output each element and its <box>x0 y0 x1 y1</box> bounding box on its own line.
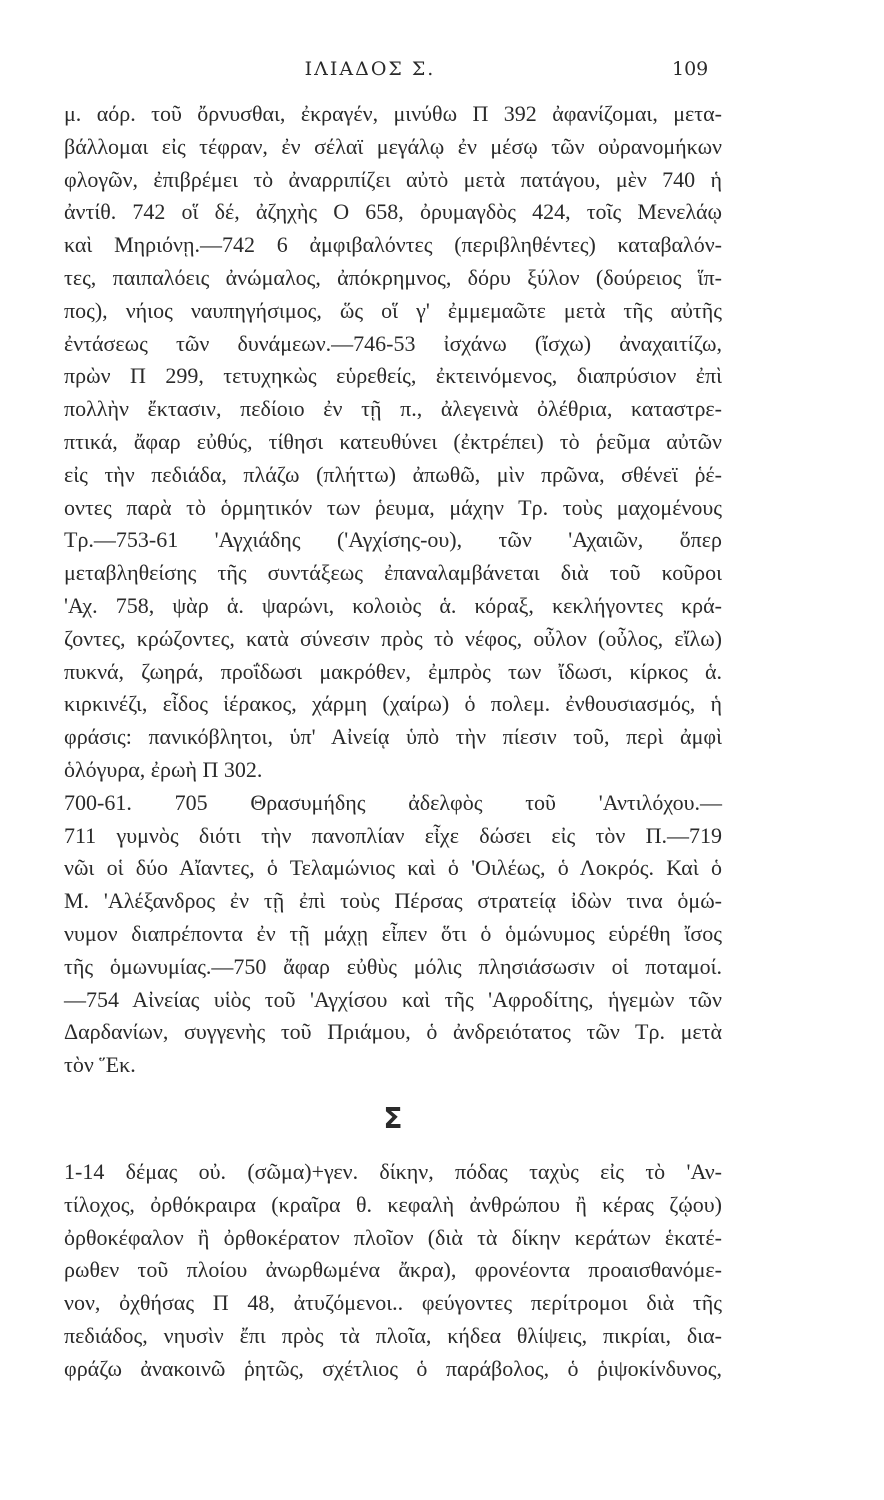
commentary-text <box>64 98 722 1385</box>
text-line: νῶι οἱ δύο Αἴαντες, ὁ Τελαμώνιος καὶ ὁ 'Οιλέως, ὁ Λοκρός. Καὶ ὁ <box>64 855 722 881</box>
text-line: φράσις: πανικόβλητοι, ὑπ' Αἰνείᾳ ὑπὸ τὴν πίεσιν τοῦ, περὶ ἀμφὶ <box>64 724 722 750</box>
text-line: Μ. 'Αλέξανδρος ἐν τῇ ἐπὶ τοὺς Πέρσας στρατείᾳ ἰδὼν τινα ὁμώ- <box>64 888 722 914</box>
text-line: μεταβληθείσης τῆς συντάξεως ἐπαναλαμβάνεται διὰ τοῦ κοῦροι <box>64 560 722 586</box>
text-line: τῆς ὁμωνυμίας.—750 ἄφαρ εὐθὺς μόλις πλησιάσωσιν οἱ ποταμοί. <box>64 953 722 979</box>
text-line: νον, ὀχθήσας Π 48, ἀτυζόμενοι.. φεύγοντες περίτρομοι διὰ τῆς <box>64 1290 722 1316</box>
text-line: μ. αόρ. τοῦ ὄρνυσθαι, ἐκραγέν, μινύθω Π 392 ἀφανίζομαι, μετα- <box>64 101 722 126</box>
text-line: 711 γυμνὸς διότι τὴν πανοπλίαν εἶχε δώσει εἰς τὸν Π.—719 <box>64 822 722 848</box>
text-line: 700-61. 705 Θρασυμήδης ἀδελφὸς τοῦ 'Αντιλόχου.— <box>64 789 722 815</box>
text-line: φράζω ἀνακοινῶ ῥητῶς, σχέτλιος ὁ παράβολος, ὁ ῥιψοκίνδυνος, <box>64 1355 722 1381</box>
running-header <box>0 58 884 88</box>
text-line: 1-14 δέμας οὐ. (σῶμα)+γεν. δίκην, πόδας ταχὺς εἰς τὸ 'Αν- <box>64 1158 722 1184</box>
text-line: πος), νήιος ναυπηγήσιμος, ὥς οἵ γ' ἐμμεμαῶτε μετὰ τῆς αὐτῆς <box>64 297 722 323</box>
text-line: Τρ.—753-61 'Αγχιάδης ('Αγχίσης-ου), τῶν 'Αχαιῶν, ὅπερ <box>64 527 722 553</box>
text-line: ζοντες, κρώζοντες, κατὰ σύνεσιν πρὸς τὸ νέφος, οὖλον (οὖλος, εἴλω) <box>64 625 722 651</box>
text-line: οντες παρὰ τὸ ὁρμητικόν των ῥευμα, μάχην Τρ. τοὺς μαχομένους <box>64 494 722 520</box>
text-line: 'Αχ. 758, ψὰρ ἁ. ψαρώνι, κολοιὸς ἁ. κόραξ, κεκλήγοντες κρά- <box>64 592 722 618</box>
text-line: πτικά, ἄφαρ εὐθύς, τίθησι κατευθύνει (ἐκτρέπει) τὸ ῥεῦμα αὐτῶν <box>64 428 722 454</box>
text-line: ἀντίθ. 742 οἵ δέ, ἀζηχὴς Ο 658, ὀρυμαγδὸς 424, τοῖς Μενελάῳ <box>64 199 722 225</box>
page-number: 109 <box>672 58 709 80</box>
text-line: πεδιάδος, νηυσὶν ἔπι πρὸς τὰ πλοῖα, κήδεα θλίψεις, πικρίαι, δια- <box>64 1322 722 1348</box>
text-line: τες, παιπαλόεις ἀνώμαλος, ἀπόκρημνος, δόρυ ξύλον (δούρειος ἵπ- <box>64 264 722 290</box>
text-line: τίλοχος, ὀρθόκραιρα (κραῖρα θ. κεφαλὴ ἀνθρώπου ἢ κέρας ζῴου) <box>64 1191 722 1217</box>
text-line: τὸν Ἕκ. <box>64 1052 136 1078</box>
text-line: νυμον διαπρέποντα ἐν τῇ μάχῃ εἶπεν ὅτι ὁ ὁμώνυμος εὑρέθη ἴσος <box>64 920 722 946</box>
text-line: ρωθεν τοῦ πλοίου ἀνωρθωμένα ἄκρα), φρονέοντα προαισθανόμε- <box>64 1257 722 1283</box>
text-line: ἐντάσεως τῶν δυνάμεων.—746-53 ἰσχάνω (ἴσχω) ἀναχαιτίζω, <box>64 330 722 356</box>
text-line: πρὼν Π 299, τετυχηκὼς εὑρεθείς, ἐκτεινόμενος, διαπρύσιον ἐπὶ <box>64 363 722 389</box>
text-line: —754 Αἰνείας υἱὸς τοῦ 'Αγχίσου καὶ τῆς 'Αφροδίτης, ἡγεμὼν τῶν <box>64 986 722 1012</box>
text-line: εἰς τὴν πεδιάδα, πλάζω (πλήττω) ἀπωθῶ, μὶν πρῶνα, σθένεϊ ῥέ- <box>64 461 722 487</box>
section-heading-sigma: Σ <box>383 1101 403 1135</box>
text-line: Δαρδανίων, συγγενὴς τοῦ Πριάμου, ὁ ἀνδρειότατος τῶν Τρ. μετὰ <box>64 1019 722 1045</box>
text-line: βάλλομαι εἰς τέφραν, ἐν σέλαϊ μεγάλῳ ἐν μέσῳ τῶν οὐρανομήκων <box>64 133 722 159</box>
text-line: πολλὴν ἔκτασιν, πεδίοιο ἐν τῇ π., ἀλεγεινὰ ὀλέθρια, καταστρε- <box>64 396 722 422</box>
text-line: κιρκινέζι, εἶδος ἱέρακος, χάρμη (χαίρω) ὁ πολεμ. ἐνθουσιασμός, ἡ <box>64 691 722 717</box>
running-title: ΙΛΙΑΔΟΣ Σ. <box>304 58 436 80</box>
text-line: φλογῶν, ἐπιβρέμει τὸ ἀναρριπίζει αὐτὸ μετὰ πατάγου, μὲν 740 ἡ <box>64 166 722 192</box>
text-line: ὁλόγυρα, ἐρωὴ Π 302. <box>64 756 263 782</box>
text-line: πυκνά, ζωηρά, προΐδωσι μακρόθεν, ἐμπρὸς των ἴδωσι, κίρκος ἁ. <box>64 658 722 684</box>
text-line: καὶ Μηριόνῃ.—742 6 ἀμφιβαλόντες (περιβληθέντες) καταβαλόν- <box>64 232 722 258</box>
text-line: ὀρθοκέφαλον ἢ ὀρθοκέρατον πλοῖον (διὰ τὰ δίκην κεράτων ἑκατέ- <box>64 1224 722 1250</box>
